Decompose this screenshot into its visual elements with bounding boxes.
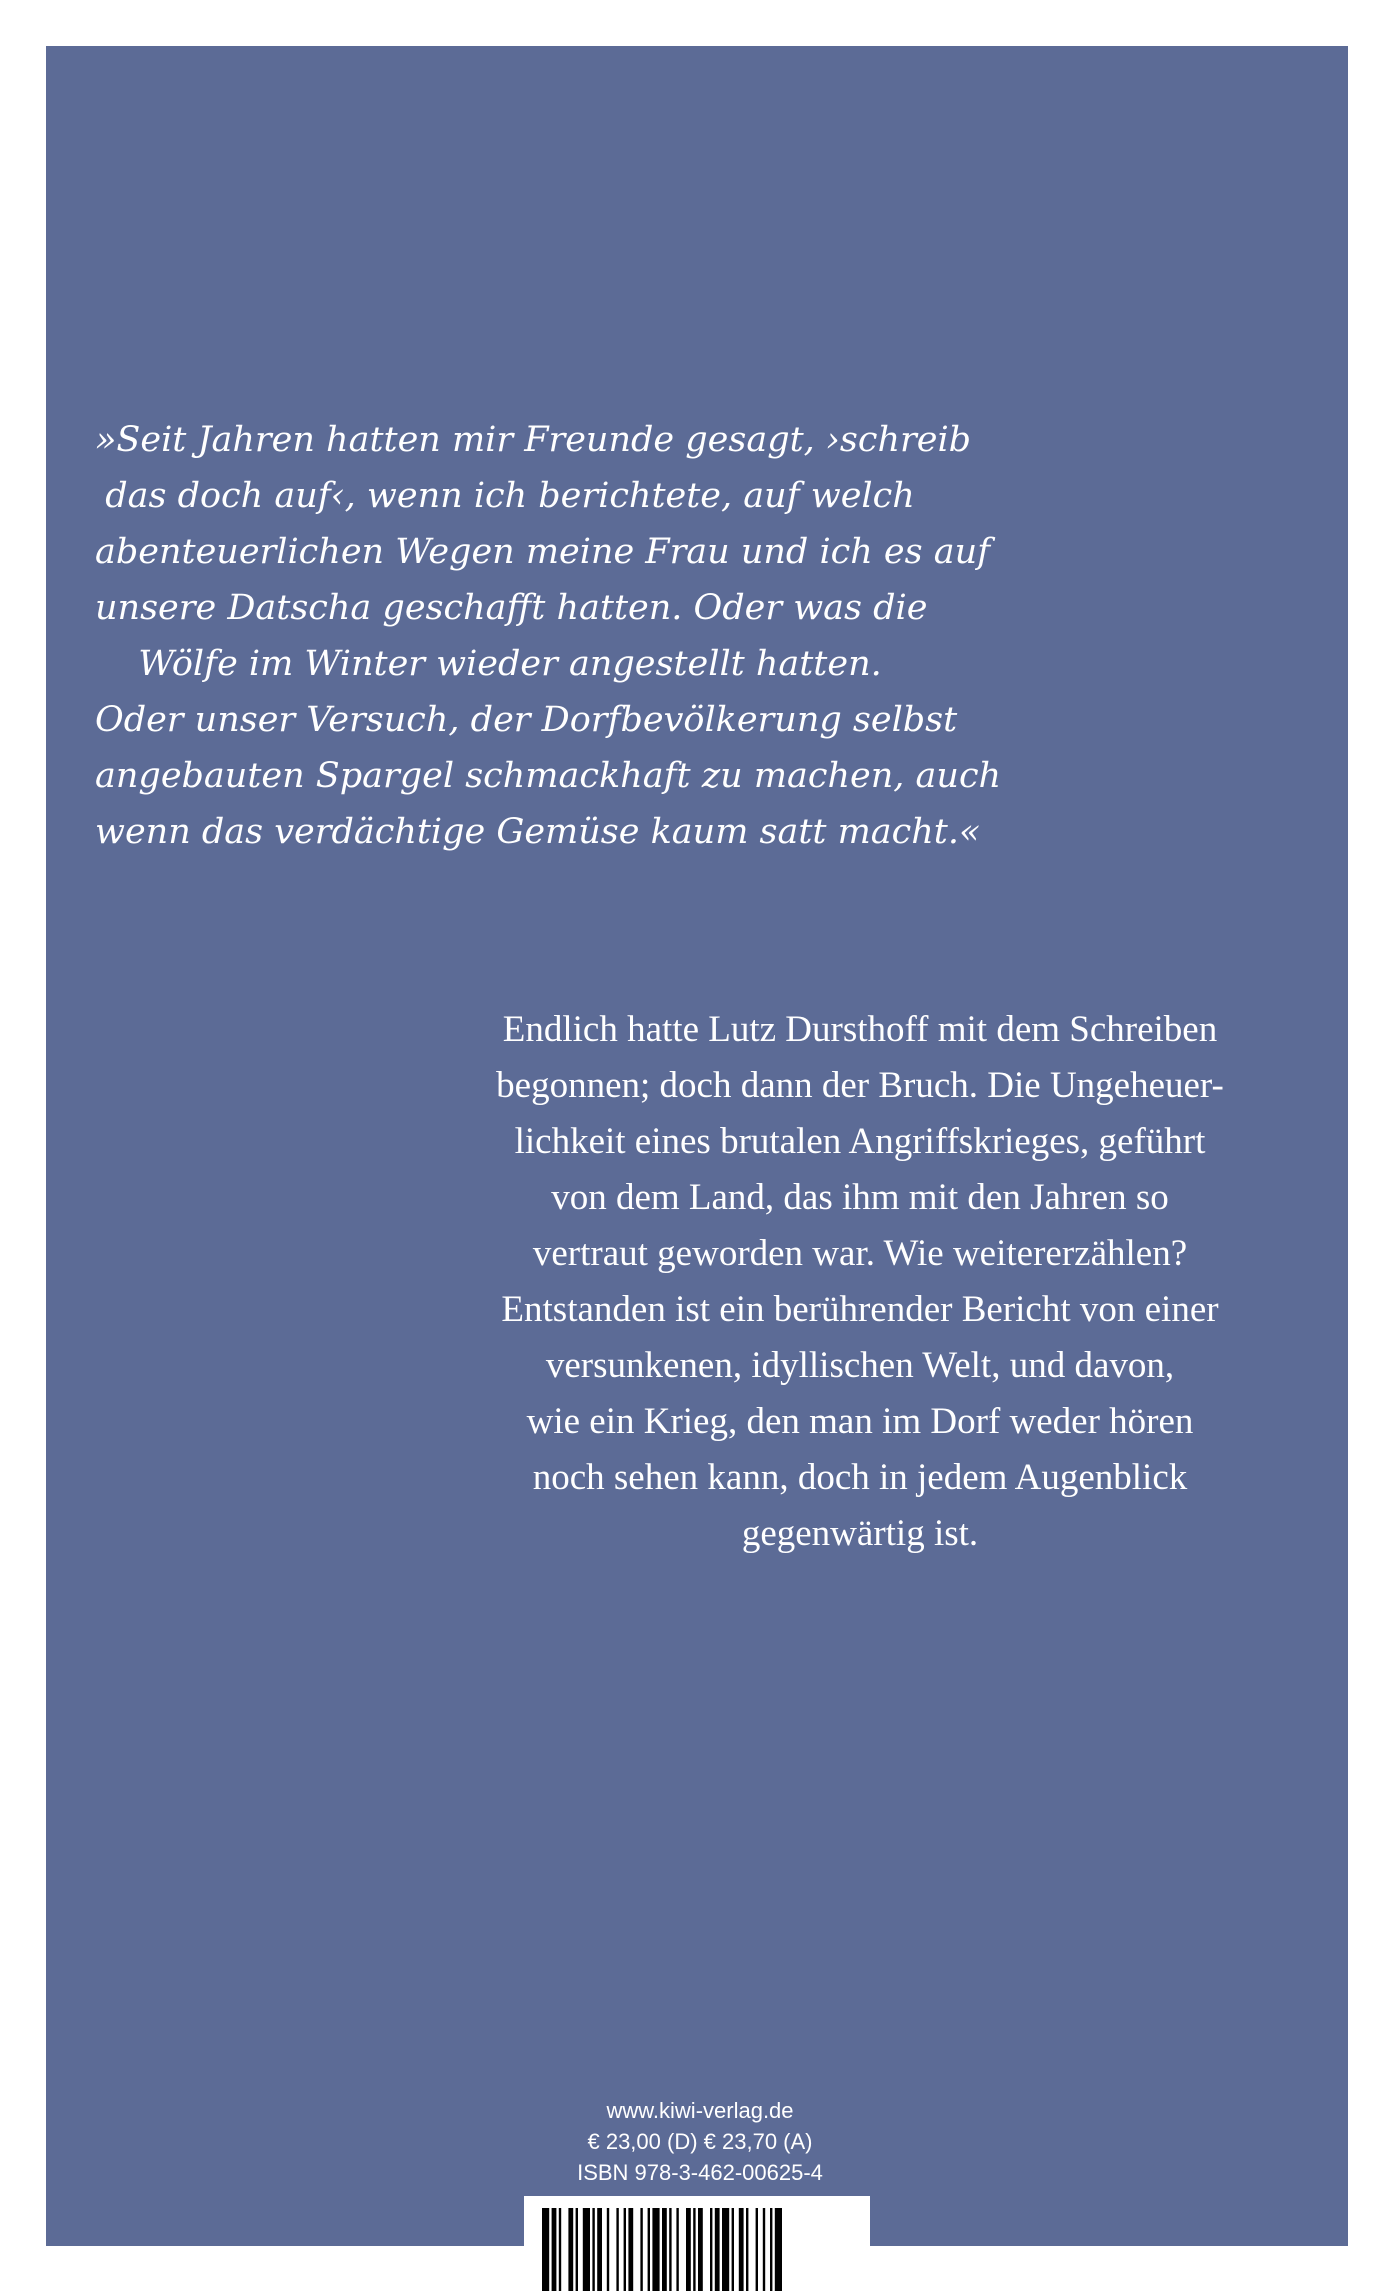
blurb-line: wie ein Krieg, den man im Dorf weder hören bbox=[526, 1401, 1194, 1442]
quote-line: unsere Datscha geschafft hatten. Oder was die bbox=[95, 588, 928, 628]
book-description bbox=[380, 1002, 1340, 1562]
quote-line: »Seit Jahren hatten mir Freunde gesagt, ›schreib bbox=[95, 420, 972, 460]
blurb-line: von dem Land, das ihm mit den Jahren so bbox=[551, 1177, 1169, 1218]
blurb-line: begonnen; doch dann der Bruch. Die Ungeheuer- bbox=[496, 1065, 1224, 1106]
blurb-line: noch sehen kann, doch in jedem Augenblick bbox=[532, 1457, 1188, 1498]
quote-line: Wölfe im Winter wieder angestellt hatten. bbox=[138, 644, 882, 684]
quote-line: abenteuerlichen Wegen meine Frau und ich es auf bbox=[95, 532, 991, 572]
quote-line: das doch auf‹, wenn ich berichtete, auf welch bbox=[105, 476, 915, 516]
blurb-line: versunkenen, idyllischen Welt, und davon, bbox=[545, 1345, 1175, 1386]
blurb-line: Entstanden ist ein berührender Bericht von einer bbox=[501, 1289, 1219, 1330]
quote-line: wenn das verdächtige Gemüse kaum satt macht.« bbox=[95, 812, 981, 852]
imprint-block bbox=[540, 2095, 860, 2188]
quote-line: Oder unser Versuch, der Dorfbevölkerung selbst bbox=[95, 700, 958, 740]
blurb-line: vertraut geworden war. Wie weitererzählen? bbox=[532, 1233, 1188, 1274]
barcode-icon bbox=[542, 2208, 852, 2291]
quote-line: angebauten Spargel schmackhaft zu machen, auch bbox=[95, 756, 1002, 796]
isbn-number: ISBN 978-3-462-00625-4 bbox=[577, 2160, 823, 2185]
author-quote bbox=[95, 412, 1002, 860]
publisher-website[interactable]: www.kiwi-verlag.de bbox=[606, 2098, 794, 2123]
blurb-line: lichkeit eines brutalen Angriffskrieges, geführt bbox=[514, 1121, 1206, 1162]
barcode-area bbox=[524, 2196, 870, 2291]
price-info: € 23,00 (D) € 23,70 (A) bbox=[587, 2129, 813, 2154]
blurb-line: Endlich hatte Lutz Dursthoff mit dem Schreiben bbox=[502, 1009, 1218, 1050]
blurb-line: gegenwärtig ist. bbox=[741, 1513, 979, 1554]
